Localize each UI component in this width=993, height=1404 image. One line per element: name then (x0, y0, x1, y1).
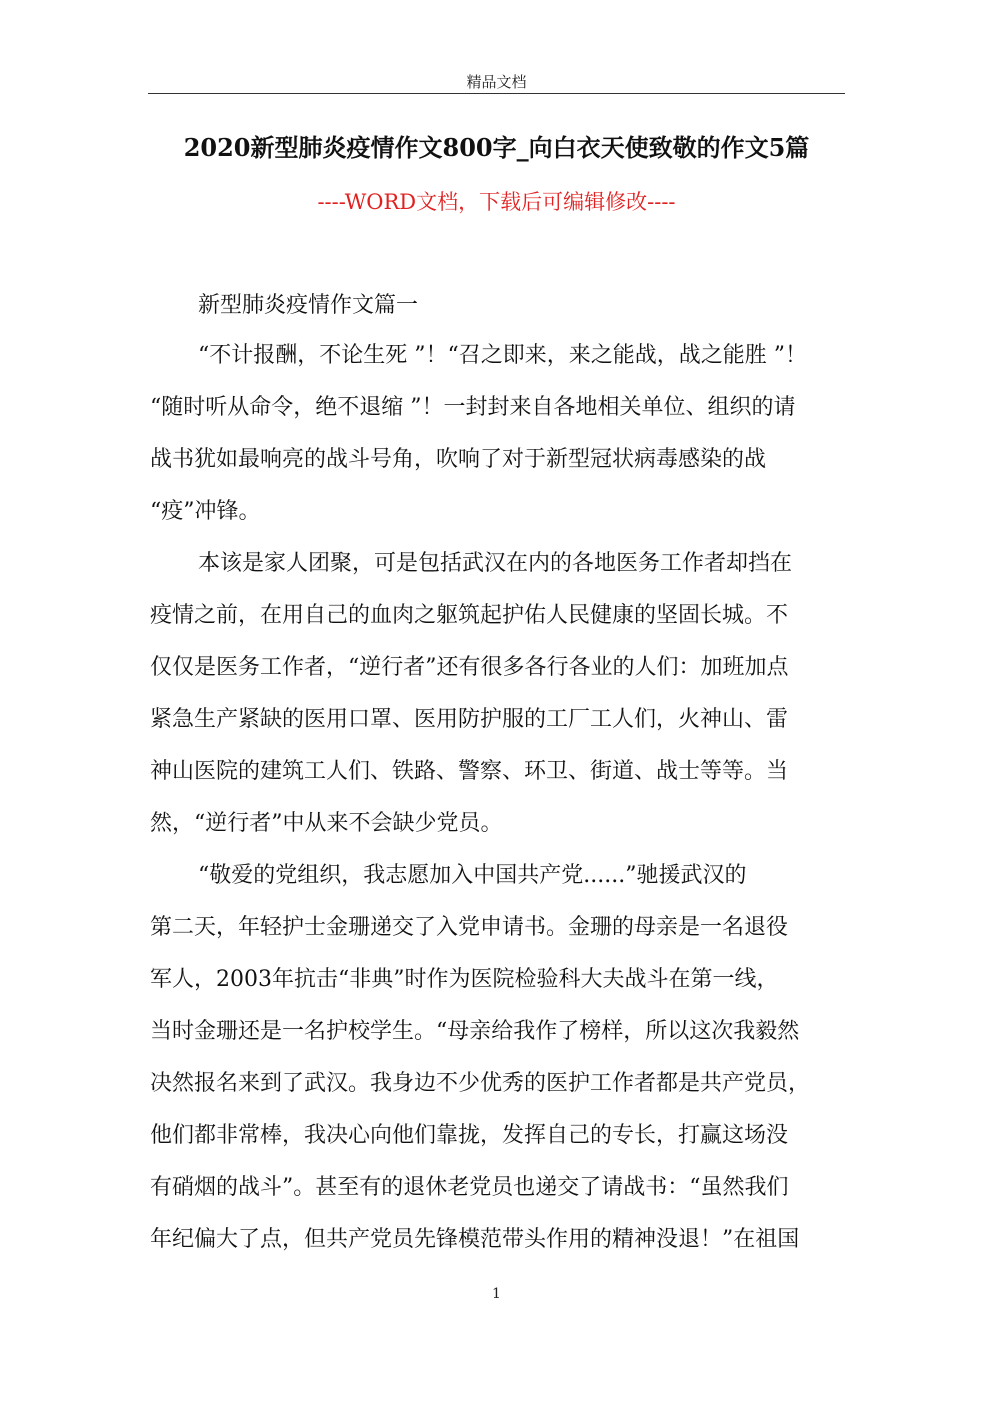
page-header-label: 精品文档 (466, 73, 527, 91)
body-line: 他们都非常棒，我决心向他们靠拢，发挥自己的专长，打赢这场没 (150, 1123, 789, 1148)
document-title: 2020新型肺炎疫情作文800字_向白衣天使致敬的作文5篇 (183, 133, 810, 162)
body-line: 军人，2003年抗击“非典”时作为医院检验科大夫战斗在第一线， (150, 967, 779, 992)
body-line: “随时听从命令，绝不退缩 ”！一封封来自各地相关单位、组织的请 (150, 395, 796, 420)
body-line: 年纪偏大了点，但共产党员先锋模范带头作用的精神没退！”在祖国 (150, 1227, 800, 1252)
body-line: 决然报名来到了武汉。我身边不少优秀的医护工作者都是共产党员， (150, 1071, 811, 1096)
body-line: 有硝烟的战斗”。甚至有的退休老党员也递交了请战书：“虽然我们 (150, 1175, 789, 1200)
body-line: “不计报酬，不论生死 ”！“召之即来，来之能战，战之能胜 ”！ (198, 343, 807, 368)
header-divider (148, 93, 845, 94)
body-line: 当时金珊还是一名护校学生。“母亲给我作了榜样，所以这次我毅然 (150, 1019, 800, 1044)
body-line: 仅仅是医务工作者，“逆行者”还有很多各行各业的人们：加班加点 (150, 655, 789, 680)
body-line: 疫情之前，在用自己的血肉之躯筑起护佑人民健康的坚固长城。不 (150, 603, 789, 628)
body-line: 本该是家人团聚，可是包括武汉在内的各地医务工作者却挡在 (198, 551, 793, 576)
body-line: 紧急生产紧缺的医用口罩、医用防护服的工厂工人们，火神山、雷 (150, 707, 789, 732)
section-heading: 新型肺炎疫情作文篇一 (198, 293, 419, 318)
body-line: “疫”冲锋。 (150, 499, 261, 524)
document-subtitle: ----WORD文档，下载后可编辑修改---- (317, 190, 676, 214)
body-line: “敬爱的党组织，我志愿加入中国共产党......”驰援武汉的 (198, 863, 747, 888)
page-number: 1 (492, 1286, 501, 1302)
body-line: 神山医院的建筑工人们、铁路、警察、环卫、街道、战士等等。当 (150, 759, 789, 784)
body-line: 战书犹如最响亮的战斗号角，吹响了对于新型冠状病毒感染的战 (150, 447, 767, 472)
body-line: 然，“逆行者”中从来不会缺少党员。 (150, 811, 503, 836)
body-line: 第二天，年轻护士金珊递交了入党申请书。金珊的母亲是一名退役 (150, 915, 789, 940)
